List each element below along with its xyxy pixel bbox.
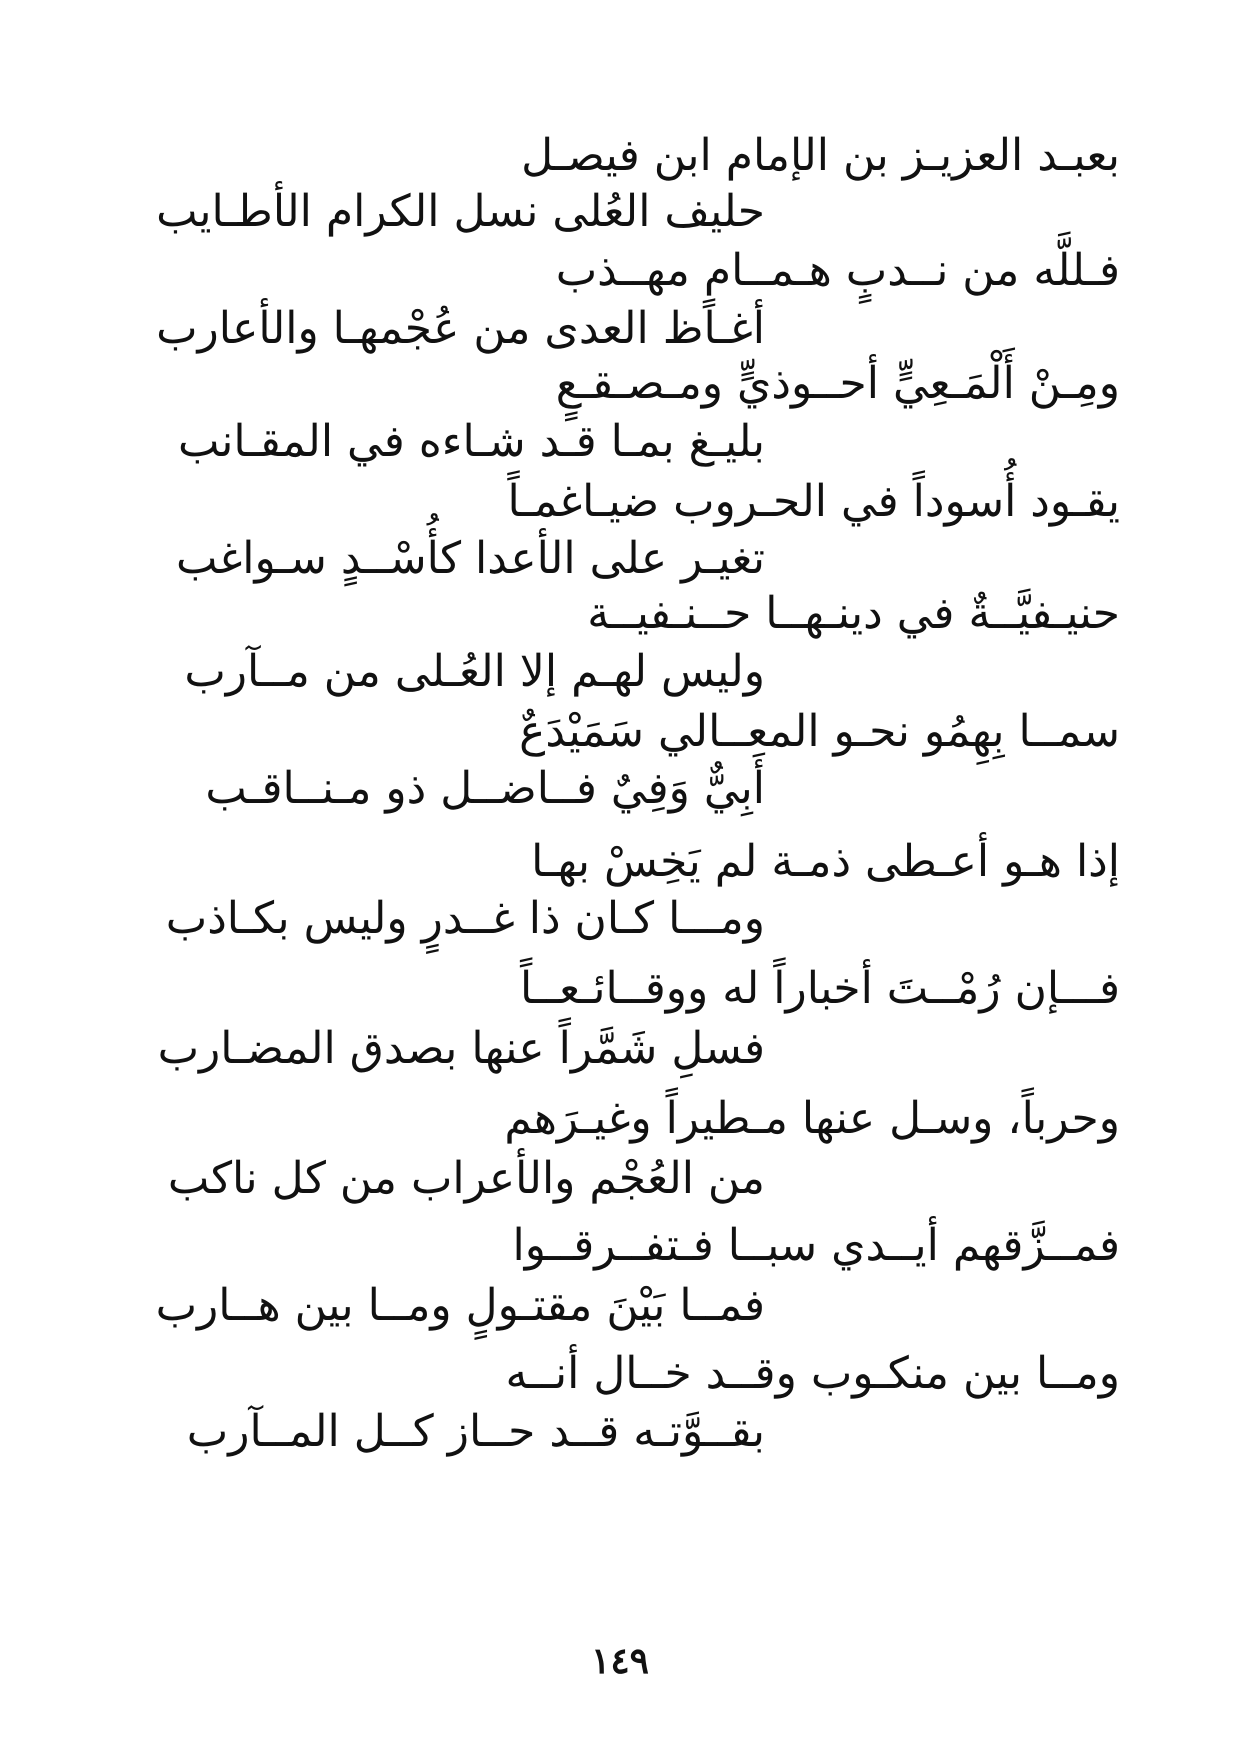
verse-5-first-hemistich: حنيـفيَّــةٌ في دينـهــا حــنـفيــة [587, 588, 1120, 639]
verse-11-first-hemistich: ومــا بين منكـوب وقــد خــال أنــه [505, 1348, 1120, 1399]
verse-7-second-hemistich: ومـــا كـان ذا غــدرٍ وليس بكـاذب [165, 893, 765, 944]
verse-8-first-hemistich: فـــإن رُمْــتَ أخباراً له ووقــائـعــاً [519, 963, 1120, 1014]
verse-10-first-hemistich: فمــزَّقهم أيــدي سبــا فـتفــرقــوا [512, 1220, 1120, 1271]
verse-4-first-hemistich: يقـود أُسوداً في الحـروب ضيـاغمـاً [507, 476, 1120, 527]
page-number: ١٤٩ [590, 1640, 649, 1682]
verse-1-second-hemistich: حليف العُلى نسل الكرام الأطـايب [156, 186, 765, 237]
verse-8-second-hemistich: فسلِ شَمَّراً عنها بصدق المضـارب [157, 1023, 765, 1074]
verse-3-first-hemistich: ومِـنْ أَلْمَـعِيٍّ أحــوذيٍّ ومـصـقـعٍ [555, 358, 1120, 409]
verse-2-second-hemistich: أغـاظ العدى من عُجْمهـا والأعارب [156, 303, 765, 354]
verse-6-first-hemistich: سمــا بِهِمُو نحـو المعــالي سَمَيْدَعٌ [519, 706, 1120, 757]
verse-9-second-hemistich: من العُجْم والأعراب من كل ناكب [167, 1153, 765, 1204]
verse-1-first-hemistich: بعبـد العزيـز بن الإمام ابن فيصـل [521, 130, 1120, 181]
verse-2-first-hemistich: فـللَّه من نــدبٍ هـمــامٍ مهــذب [555, 245, 1120, 296]
verse-10-second-hemistich: فمــا بَيْنَ مقتـولٍ ومــا بين هــارب [155, 1280, 765, 1331]
verse-6-second-hemistich: أَبِيٌّ وَفِيٌ فــاضــل ذو مـنــاقـب [205, 763, 765, 814]
verse-4-second-hemistich: تغيـر على الأعدا كأُسْــدٍ سـواغب [176, 533, 765, 584]
verse-7-first-hemistich: إذا هـو أعـطى ذمـة لم يَخِسْ بهـا [531, 836, 1120, 887]
verse-5-second-hemistich: وليس لهـم إلا العُـلى من مــآرب [184, 646, 765, 697]
verse-9-first-hemistich: وحرباً، وسـل عنها مـطيراً وغيـرَهم [504, 1093, 1120, 1144]
verse-3-second-hemistich: بليـغ بمـا قـد شـاءه في المقـانب [177, 416, 765, 467]
verse-11-second-hemistich: بقــوَّتـه قــد حــاز كــل المــآرب [186, 1406, 765, 1457]
